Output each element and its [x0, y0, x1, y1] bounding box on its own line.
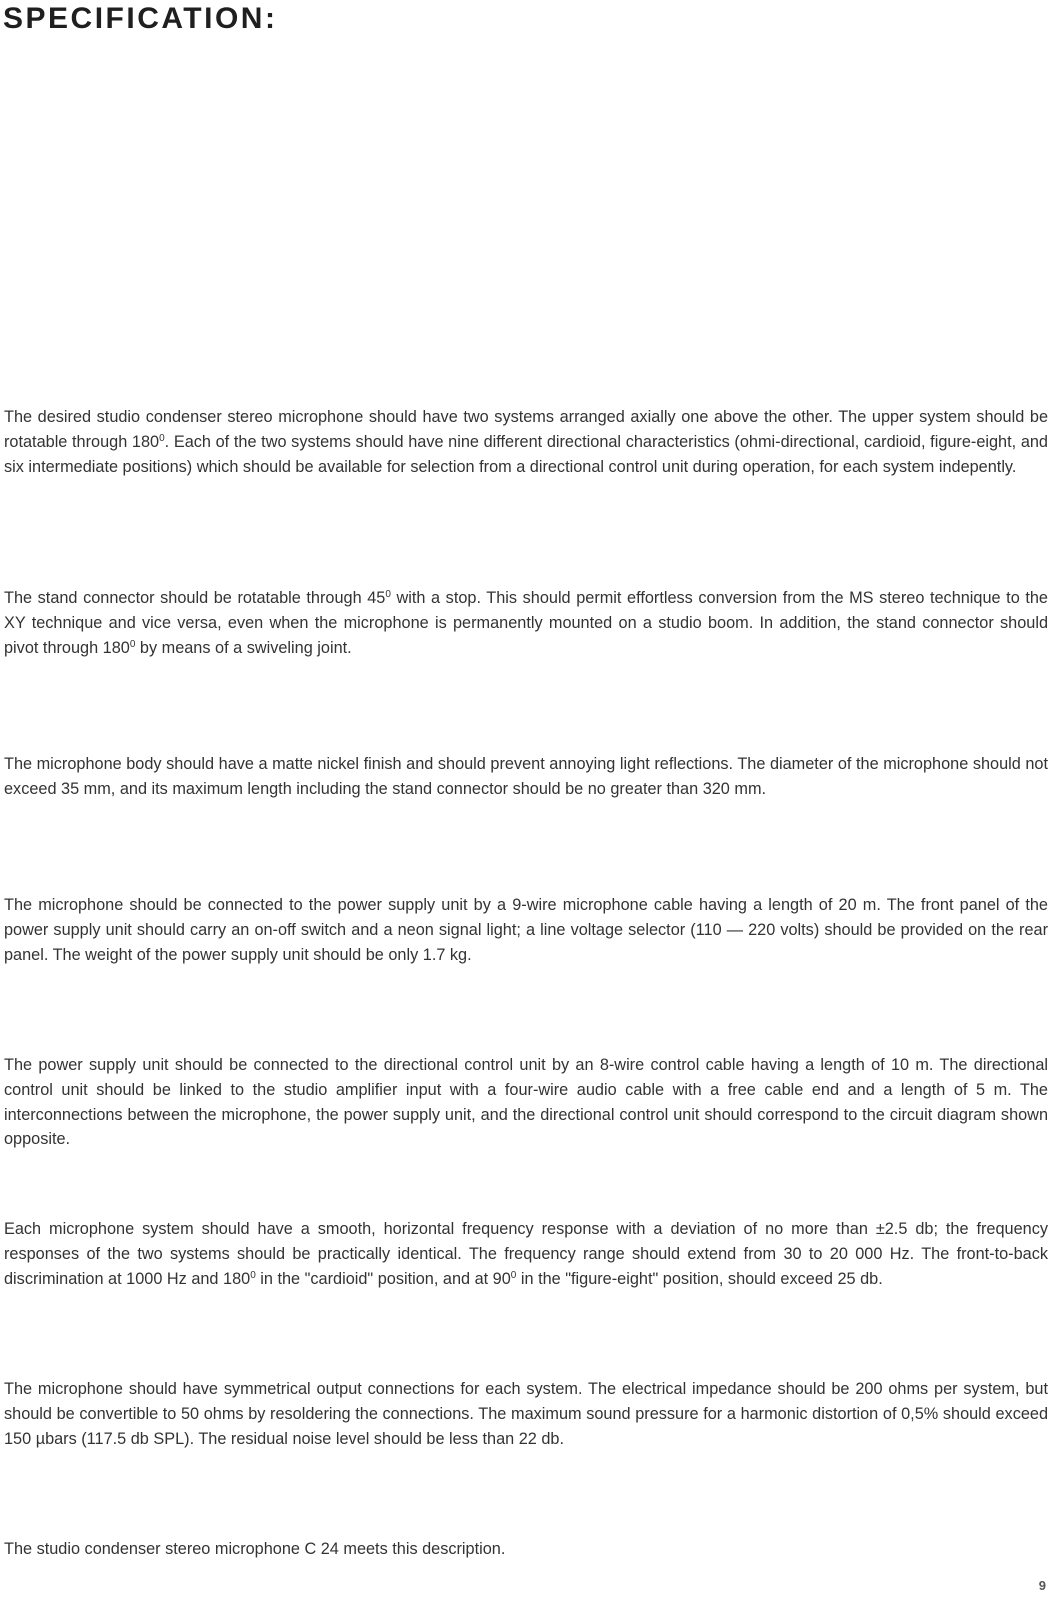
page-title: SPECIFICATION: [3, 2, 278, 35]
superscript-degree: 0 [510, 1269, 517, 1281]
text-segment: The desired studio condenser stereo microphone should have two systems arranged axially one above the other. The upper system should be rotatable through 180 [4, 408, 1048, 451]
paragraph-frequency-response [4, 1217, 1048, 1291]
paragraph-control-cable [4, 1053, 1048, 1152]
paragraph-conclusion [4, 1537, 1048, 1562]
text-segment: in the "cardioid" position, and at 90 [255, 1269, 511, 1288]
text-segment: The power supply unit should be connected to the directional control unit by an 8-wire control cable having a length of 10 m. The directional control unit should be linked to the studio amplifier input with a four-wire audio cable with a free cable end and a length of 5 m. The interconnections between the microphone, the power supply unit, and the directional control unit should correspond to the circuit diagram shown opposite. [4, 1056, 1048, 1149]
text-segment: with a stop. This should permit effortless conversion from the MS stereo technique to the XY technique and vice versa, even when the microphone is permanently mounted on a studio boom. In addition, the stand connector should pivot through 180 [4, 589, 1048, 657]
text-segment: . Each of the two systems should have nine different directional characteristics (ohmi-directional, cardioid, figure-eight, and six intermediate positions) which should be available for selection from a directional control unit during operation, for each system indepently. [4, 432, 1048, 476]
text-segment: The studio condenser stereo microphone C 24 meets this description. [4, 1540, 506, 1558]
paragraph-stereo-systems [4, 405, 1048, 479]
text-segment: by means of a swiveling joint. [135, 638, 352, 657]
text-segment: Each microphone system should have a smooth, horizontal frequency response with a deviation of no more than ±2.5 db; the frequency responses of the two systems should be practically identical. The frequency range should extend from 30 to 20 000 Hz. The front-to-back discrimination at 1000 Hz and 180 [4, 1220, 1048, 1288]
superscript-degree: 0 [159, 432, 165, 444]
text-segment: The microphone should have symmetrical output connections for each system. The electrical impedance should be 200 ohms per system, but should be convertible to 50 ohms by resoldering the connections. The maximum sound pressure for a harmonic distortion of 0,5% should exceed 150 µbars (117.5 db SPL). The residual noise level should be less than 22 db. [4, 1380, 1048, 1448]
paragraph-output-connections [4, 1377, 1048, 1451]
superscript-degree: 0 [129, 638, 136, 650]
superscript-degree: 0 [250, 1269, 256, 1281]
paragraph-microphone-body [4, 752, 1048, 802]
paragraph-power-supply-connection [4, 893, 1048, 967]
text-segment: The stand connector should be rotatable through 45 [4, 589, 386, 607]
page-number: 9 [1038, 1578, 1046, 1593]
paragraph-stand-connector [4, 586, 1048, 660]
text-segment: in the "figure-eight" position, should exceed 25 db. [516, 1269, 883, 1288]
text-segment: The microphone should be connected to the power supply unit by a 9-wire microphone cable having a length of 20 m. The front panel of the power supply unit should carry an on-off switch and a neon signal light; a line voltage selector (110 — 220 volts) should be provided on the rear panel. The weight of the power supply unit should be only 1.7 kg. [4, 896, 1048, 964]
text-segment: The microphone body should have a matte nickel finish and should prevent annoying light reflections. The diameter of the microphone should not exceed 35 mm, and its maximum length including the stand connector should be no greater than 320 mm. [4, 755, 1048, 798]
superscript-degree: 0 [385, 589, 391, 600]
